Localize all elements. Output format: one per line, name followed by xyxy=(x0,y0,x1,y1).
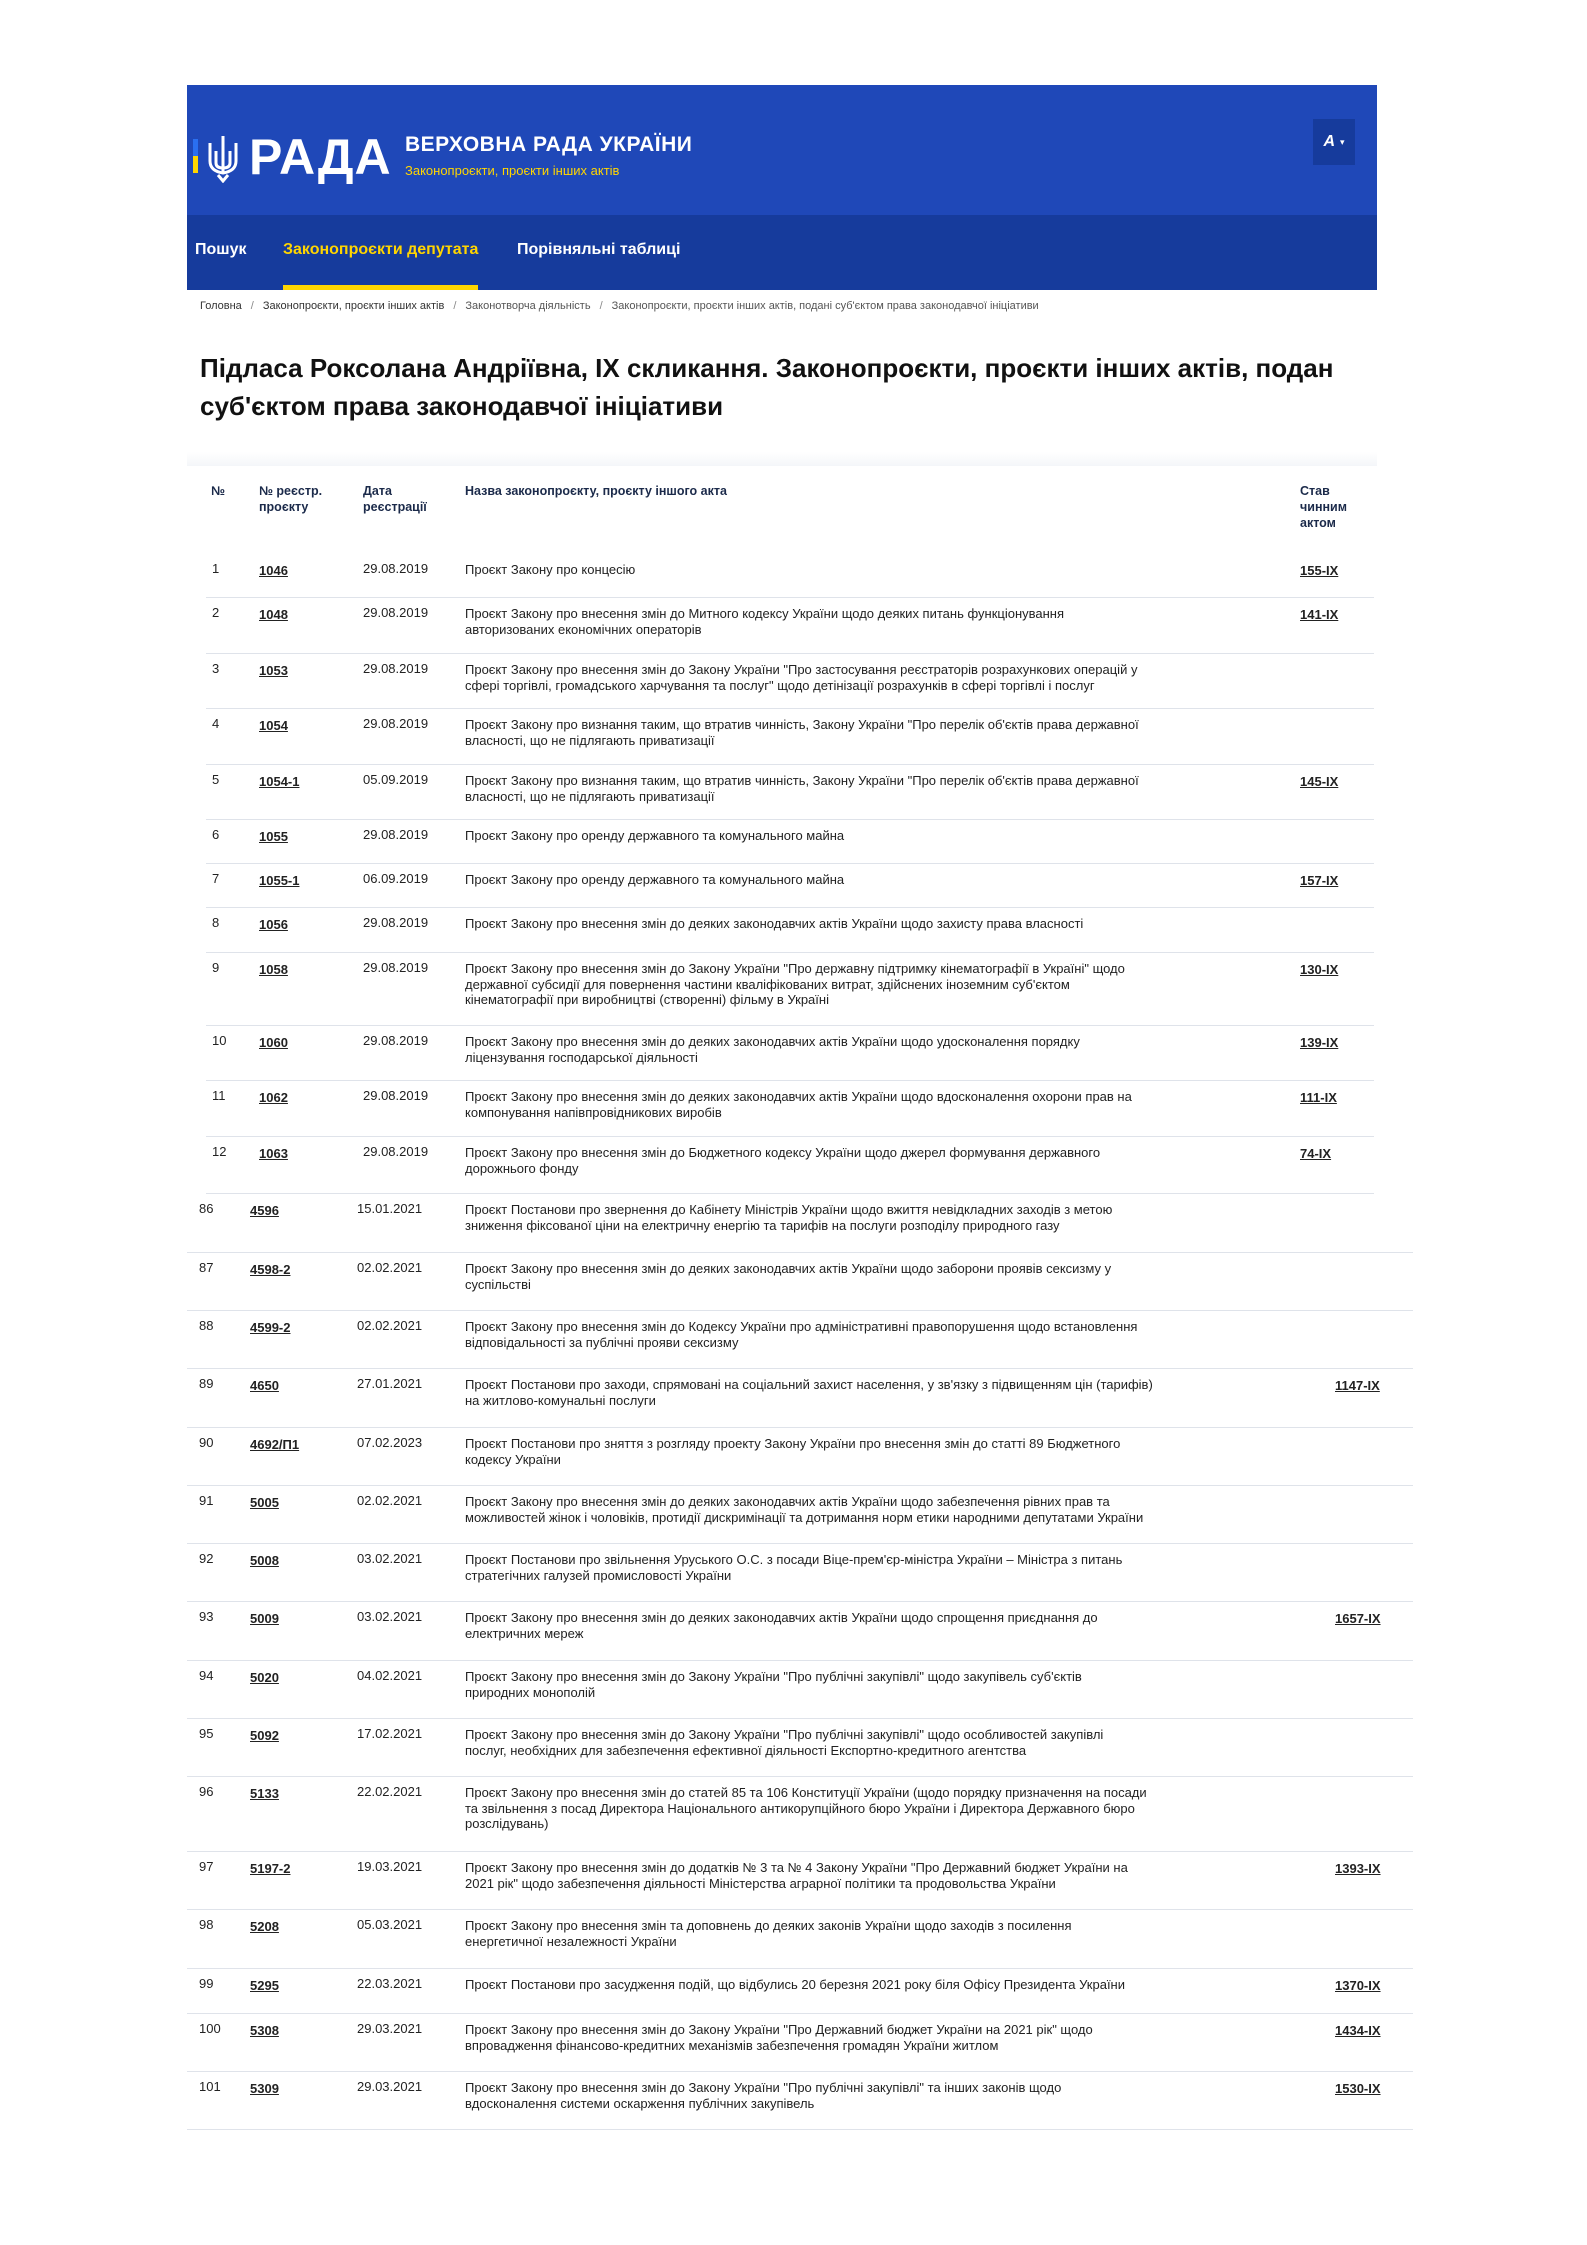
bill-title-line: сфері торгівлі, громадського харчування та послуг" щодо детінізації розрахунків в сфері торгівлі і послуг xyxy=(465,677,1095,693)
act-number-link[interactable]: 130-IX xyxy=(1300,962,1339,977)
reg-number-link[interactable]: 4598-2 xyxy=(250,1262,291,1277)
reg-number-link[interactable]: 1054 xyxy=(259,718,288,733)
bill-title xyxy=(465,562,1285,578)
table-row xyxy=(187,2071,1413,2130)
reg-number-link[interactable]: 1060 xyxy=(259,1035,288,1050)
bill-title-line: Проєкт Закону про внесення змін до додатків № 3 та № 4 Закону України "Про Державний бюджет України на xyxy=(465,1860,1128,1875)
row-number: 87 xyxy=(199,1260,214,1275)
bill-title xyxy=(465,1610,1315,1641)
table-row xyxy=(187,1660,1413,1719)
bill-title xyxy=(465,1669,1315,1700)
bill-title-line: відповідальності за публічні прояви сексизму xyxy=(465,1334,739,1350)
col-header-name: Назва законопроєкту, проєкту іншого акта xyxy=(465,484,727,498)
reg-date: 27.01.2021 xyxy=(357,1376,423,1391)
breadcrumb-bills[interactable]: Законопроєкти, проєкти інших актів xyxy=(262,300,445,312)
reg-date: 29.03.2021 xyxy=(357,2079,423,2094)
reg-number-link[interactable]: 5197-2 xyxy=(250,1861,291,1876)
bill-title xyxy=(465,1034,1285,1065)
row-number: 9 xyxy=(212,960,220,975)
reg-date: 29.08.2019 xyxy=(363,827,429,842)
reg-number-link[interactable]: 1062 xyxy=(259,1090,288,1105)
bill-title xyxy=(465,1089,1285,1120)
table-row xyxy=(187,2013,1413,2072)
reg-date: 19.03.2021 xyxy=(357,1859,423,1874)
bill-title-line: Проєкт Постанови про звернення до Кабінету Міністрів України щодо вжиття невідкладних заходів з метою xyxy=(465,1202,1113,1217)
row-number: 92 xyxy=(199,1551,214,1566)
reg-date: 02.02.2021 xyxy=(357,1260,423,1275)
bill-title xyxy=(465,1319,1315,1350)
bill-title xyxy=(465,1785,1315,1832)
site-title[interactable]: ВЕРХОВНА РАДА УКРАЇНИ xyxy=(405,133,693,156)
table-row xyxy=(187,1193,1413,1253)
col-header-date: Дата реєстрації xyxy=(363,484,427,514)
reg-number-link[interactable]: 1055-1 xyxy=(259,873,300,888)
bill-title-line: зниження фіксованої ціни на електричну енергію та тарифів на послуги розподілу природного газу xyxy=(465,1217,1060,1233)
reg-date: 05.09.2019 xyxy=(363,772,429,787)
row-number: 94 xyxy=(199,1668,214,1683)
table-header-shadow xyxy=(187,452,1377,466)
table-row xyxy=(187,1485,1413,1544)
reg-number-link[interactable]: 5308 xyxy=(250,2023,279,2038)
bill-title-line: Проєкт Закону про визнання таким, що втратив чинність, Закону України "Про перелік об'єктів права державної xyxy=(465,717,1139,732)
reg-number-link[interactable]: 1063 xyxy=(259,1146,288,1161)
reg-date: 15.01.2021 xyxy=(357,1201,423,1216)
row-number: 10 xyxy=(212,1033,227,1048)
table-row xyxy=(187,1909,1413,1969)
bill-title-line: Проєкт Закону про внесення змін до статей 85 та 106 Конституції України (щодо порядку призначення на посади xyxy=(465,1785,1147,1800)
bill-title xyxy=(465,1860,1315,1891)
bill-title-line: компонування напівпровідникових виробів xyxy=(465,1104,722,1120)
act-number-link[interactable]: 155-IX xyxy=(1300,563,1339,578)
row-number: 88 xyxy=(199,1318,214,1333)
row-number: 5 xyxy=(212,772,220,787)
bill-title xyxy=(465,1918,1315,1949)
reg-number-link[interactable]: 4692/П1 xyxy=(250,1437,300,1452)
bill-title-line: кодексу України xyxy=(465,1451,561,1467)
breadcrumb-lawmaking[interactable]: Законотворча діяльність xyxy=(465,300,591,312)
bill-title-line: Проєкт Закону про внесення змін до Закону України "Про державну підтримку кінематографії в Україні" щодо xyxy=(465,961,1125,976)
reg-number-link[interactable]: 1046 xyxy=(259,563,288,578)
reg-date: 22.03.2021 xyxy=(357,1976,423,1991)
bill-title-line: електричних мереж xyxy=(465,1625,584,1641)
bill-title xyxy=(465,1145,1285,1176)
nav-item-comparison-tables[interactable]: Порівняльні таблиці xyxy=(517,241,681,258)
act-number-link[interactable]: 1657-IX xyxy=(1335,1611,1381,1626)
act-number-link[interactable]: 1530-IX xyxy=(1335,2081,1381,2096)
reg-date: 03.02.2021 xyxy=(357,1609,423,1624)
bill-title-line: впровадження фінансово-кредитних механізмів забезпечення громадян України житлом xyxy=(465,2037,999,2053)
bill-title-line: Проєкт Закону про внесення змін до деяких законодавчих актів України щодо захисту права власності xyxy=(465,916,1084,931)
bill-title-line: вдосконалення системи оскарження публічних закупівель xyxy=(465,2095,815,2111)
nav-item-search[interactable]: Пошук xyxy=(195,241,247,258)
table-row xyxy=(206,1080,1374,1137)
reg-date: 29.08.2019 xyxy=(363,716,429,731)
table-row xyxy=(187,1427,1413,1486)
bill-title xyxy=(465,662,1285,693)
act-number-link[interactable]: 74-IX xyxy=(1300,1146,1332,1161)
bill-title xyxy=(465,606,1285,637)
bill-title-line: Проєкт Закону про оренду державного та комунального майна xyxy=(465,828,845,843)
bill-title xyxy=(465,1977,1315,1993)
bill-title-line: Проєкт Закону про внесення змін до Закону України "Про Державний бюджет України на 2021 рік" щодо xyxy=(465,2022,1093,2037)
reg-number-link[interactable]: 5092 xyxy=(250,1728,279,1743)
table-row xyxy=(206,553,1374,598)
bill-title-line: Проєкт Закону про внесення змін до Закону України "Про застосування реєстраторів розрахункових операцій у xyxy=(465,662,1138,677)
bill-title-line: Проєкт Закону про внесення змін до деяких законодавчих актів України щодо удосконалення порядку xyxy=(465,1034,1080,1049)
bill-title-line: Проєкт Закону про оренду державного та комунального майна xyxy=(465,872,845,887)
bill-title-line: Проєкт Постанови про засудження подій, що відбулись 20 березня 2021 року біля Офісу Президента України xyxy=(465,1977,1125,1992)
bill-title-line: енергетичної незалежності України xyxy=(465,1933,677,1949)
bill-title xyxy=(465,717,1285,748)
bill-title xyxy=(465,1202,1315,1233)
bill-title-line: природних монополій xyxy=(465,1684,596,1700)
row-number: 97 xyxy=(199,1859,214,1874)
row-number: 12 xyxy=(212,1144,227,1159)
reg-date: 29.08.2019 xyxy=(363,915,429,930)
row-number: 6 xyxy=(212,827,220,842)
reg-date: 29.08.2019 xyxy=(363,1144,429,1159)
table-row xyxy=(206,653,1374,709)
bill-title-line: послуг, необхідних для забезпечення ефективної діяльності Експортно-кредитного агентства xyxy=(465,1742,1027,1758)
row-number: 1 xyxy=(212,561,220,576)
bill-title xyxy=(465,828,1285,844)
breadcrumb: Головна / Законопроєкти, проєкти інших актів / Законотворча діяльність / Законопроєкти, проєкти інших актів, подані суб'єктом права законодавчої ініціативи xyxy=(200,300,1039,312)
table-row xyxy=(187,1543,1413,1602)
reg-date: 02.02.2021 xyxy=(357,1318,423,1333)
bill-title xyxy=(465,1727,1315,1758)
bill-title-line: Проєкт Закону про внесення змін та доповнень до деяких законів України щодо заходів з посилення xyxy=(465,1918,1072,1933)
table-row xyxy=(187,1252,1413,1311)
table-row xyxy=(187,1718,1413,1777)
row-number: 89 xyxy=(199,1376,214,1391)
row-number: 2 xyxy=(212,605,220,620)
breadcrumb-home[interactable]: Головна xyxy=(200,300,242,312)
row-number: 3 xyxy=(212,661,220,676)
reg-number-link[interactable]: 1053 xyxy=(259,663,288,678)
table-row xyxy=(206,1136,1374,1194)
bill-title-line: Проєкт Закону про внесення змін до Закону України "Про публічні закупівлі" та інших законів щодо xyxy=(465,2080,1062,2095)
page-title xyxy=(200,349,1377,425)
bill-title-line: та звільнення з посад Директора Національного антикорупційного бюро України і Директора Державного бюро xyxy=(465,1800,1135,1816)
bill-title-line: Проєкт Закону про внесення змін до Бюджетного кодексу України щодо джерел формування державного xyxy=(465,1145,1101,1160)
row-number: 11 xyxy=(212,1088,226,1103)
bill-title-line: Проєкт Закону про внесення змін до деяких законодавчих актів України щодо забезпечення рівних прав та xyxy=(465,1494,1110,1509)
row-number: 100 xyxy=(199,2021,221,2036)
bill-title-line: стратегічних галузей промисловості України xyxy=(465,1567,732,1583)
reg-date: 06.09.2019 xyxy=(363,871,429,886)
reg-number-link[interactable]: 5020 xyxy=(250,1670,279,1685)
page-title-line2: суб'єктом права законодавчої ініціативи xyxy=(200,391,724,421)
reg-date: 05.03.2021 xyxy=(357,1917,423,1932)
act-number-link[interactable]: 157-IX xyxy=(1300,873,1339,888)
row-number: 4 xyxy=(212,716,220,731)
table-row xyxy=(206,952,1374,1026)
bill-title xyxy=(465,2022,1315,2053)
bill-title-line: Проєкт Закону про внесення змін до Закону України "Про публічні закупівлі" щодо особливостей закупівлі xyxy=(465,1727,1104,1742)
bill-title xyxy=(465,872,1285,888)
bill-title-line: розслідувань) xyxy=(465,1816,549,1831)
bill-title xyxy=(465,1552,1315,1583)
bill-title-line: можливостей жінок і чоловіків, протидії дискримінації та дотримання норм етики народними депутатами України xyxy=(465,1509,1144,1525)
bill-title-line: 2021 рік" щодо забезпечення діяльності Міністерства аграрної політики та продовольства України xyxy=(465,1875,1056,1891)
bill-title-line: власності, що не підлягають приватизації xyxy=(465,732,715,748)
reg-number-link[interactable]: 5208 xyxy=(250,1919,279,1934)
bill-title xyxy=(465,916,1285,932)
table-row xyxy=(206,597,1374,654)
bill-title-line: Проєкт Закону про визнання таким, що втратив чинність, Закону України "Про перелік об'єктів права державної xyxy=(465,773,1139,788)
reg-date: 29.08.2019 xyxy=(363,605,429,620)
bill-title xyxy=(465,961,1285,1008)
bill-title-line: Проєкт Постанови про зняття з розгляду проекту Закону України про внесення змін до статті 89 Бюджетного xyxy=(465,1436,1121,1451)
header-top xyxy=(187,85,1377,215)
table-row xyxy=(206,863,1374,908)
reg-number-link[interactable]: 4599-2 xyxy=(250,1320,291,1335)
bill-title-line: державної субсидії для повернення частини кваліфікованих витрат, здійснених іноземним суб'єктом xyxy=(465,976,1070,992)
bill-title xyxy=(465,773,1285,804)
bill-title xyxy=(465,1377,1315,1408)
reg-date: 29.08.2019 xyxy=(363,1033,429,1048)
reg-date: 22.02.2021 xyxy=(357,1784,423,1799)
reg-date: 02.02.2021 xyxy=(357,1493,423,1508)
reg-date: 29.08.2019 xyxy=(363,1088,429,1103)
table-row xyxy=(206,764,1374,820)
reg-date: 03.02.2021 xyxy=(357,1551,423,1566)
bill-title-line: авторизованих економічних операторів xyxy=(465,621,702,637)
row-number: 96 xyxy=(199,1784,214,1799)
reg-number-link[interactable]: 4650 xyxy=(250,1378,279,1393)
reg-number-link[interactable]: 5009 xyxy=(250,1611,279,1626)
table-row xyxy=(187,1368,1413,1428)
reg-date: 29.03.2021 xyxy=(357,2021,423,2036)
site-header xyxy=(187,85,1377,290)
bill-title xyxy=(465,1261,1315,1292)
reg-number-link[interactable]: 5133 xyxy=(250,1786,279,1801)
act-number-link[interactable]: 1434-IX xyxy=(1335,2023,1381,2038)
chevron-down-icon: ▾ xyxy=(1340,136,1345,147)
reg-date: 07.02.2023 xyxy=(357,1435,423,1450)
table-row xyxy=(206,907,1374,953)
act-number-link[interactable]: 1147-IX xyxy=(1335,1378,1380,1393)
table-row xyxy=(187,1776,1413,1852)
language-label: A xyxy=(1323,133,1336,150)
bill-title-line: Проєкт Закону про внесення змін до деяких законодавчих актів України щодо спрощення приєднання до xyxy=(465,1610,1098,1625)
flag-bar xyxy=(193,139,198,173)
bill-title-line: дорожнього фонду xyxy=(465,1160,579,1176)
act-number-link[interactable]: 111-IX xyxy=(1300,1090,1337,1105)
bill-title-line: ліцензування господарської діяльності xyxy=(465,1049,698,1065)
col-header-act: Став чинним актом xyxy=(1300,484,1347,530)
bill-title-line: Проєкт Закону про внесення змін до Митного кодексу України щодо деяких питань функціонування xyxy=(465,606,1065,621)
act-number-link[interactable]: 139-IX xyxy=(1300,1035,1339,1050)
breadcrumb-current: Законопроєкти, проєкти інших актів, подані суб'єктом права законодавчої ініціативи xyxy=(611,300,1039,312)
reg-date: 29.08.2019 xyxy=(363,661,429,676)
site-logo[interactable]: РАДА xyxy=(249,129,392,185)
reg-number-link[interactable]: 1058 xyxy=(259,962,288,977)
reg-number-link[interactable]: 4596 xyxy=(250,1203,279,1218)
act-number-link[interactable]: 145-IX xyxy=(1300,774,1339,789)
table-row xyxy=(187,1601,1413,1661)
bill-title xyxy=(465,1494,1315,1525)
trident-icon xyxy=(205,133,241,183)
bill-title-line: кінематографії при виробництві (створенні) фільму в Україні xyxy=(465,992,829,1007)
table-row xyxy=(187,1310,1413,1369)
row-number: 7 xyxy=(212,871,220,886)
reg-number-link[interactable]: 5005 xyxy=(250,1495,279,1510)
act-number-link[interactable]: 141-IX xyxy=(1300,607,1339,622)
col-header-reg: № реєстр. проєкту xyxy=(259,484,323,514)
row-number: 98 xyxy=(199,1917,214,1932)
reg-number-link[interactable]: 1056 xyxy=(259,917,288,932)
bill-title-line: Проєкт Закону про внесення змін до Кодексу України про адміністративні правопорушення щодо встановлення xyxy=(465,1319,1138,1334)
row-number: 8 xyxy=(212,915,220,930)
table-row xyxy=(206,708,1374,765)
act-number-link[interactable]: 1370-IX xyxy=(1335,1978,1381,1993)
reg-number-link[interactable]: 1048 xyxy=(259,607,288,622)
bill-title-line: на житлово-комунальні послуги xyxy=(465,1392,656,1408)
bill-title xyxy=(465,1436,1315,1467)
main-nav xyxy=(187,215,1377,290)
bill-title-line: Проєкт Закону про внесення змін до Закону України "Про публічні закупівлі" щодо закупівель суб'єктів xyxy=(465,1669,1082,1684)
bill-title-line: суспільстві xyxy=(465,1276,531,1292)
bill-title-line: Проєкт Закону про внесення змін до деяких законодавчих актів України щодо заборони проявів сексизму у xyxy=(465,1261,1112,1276)
act-number-link[interactable]: 1393-IX xyxy=(1335,1861,1381,1876)
reg-date: 29.08.2019 xyxy=(363,561,429,576)
row-number: 91 xyxy=(199,1493,214,1508)
language-switcher[interactable] xyxy=(1313,119,1355,165)
row-number: 86 xyxy=(199,1201,214,1216)
bill-title xyxy=(465,2080,1315,2111)
table-row xyxy=(187,1968,1413,2014)
bill-title-line: Проєкт Постанови про звільнення Уруського О.С. з посади Віце-прем'єр-міністра України – Міністра з питань xyxy=(465,1552,1123,1567)
row-number: 99 xyxy=(199,1976,214,1991)
col-header-num: № xyxy=(211,484,225,498)
reg-date: 17.02.2021 xyxy=(357,1726,423,1741)
table-header xyxy=(187,465,1377,553)
row-number: 101 xyxy=(199,2079,221,2094)
reg-number-link[interactable]: 5295 xyxy=(250,1978,279,1993)
table-row xyxy=(187,1851,1413,1910)
row-number: 90 xyxy=(199,1435,214,1450)
bill-title-line: Проєкт Закону про концесію xyxy=(465,562,636,577)
table-row xyxy=(206,819,1374,864)
nav-item-deputy-bills[interactable]: Законопроєкти депутата xyxy=(283,215,478,290)
bill-title-line: Проєкт Закону про внесення змін до деяких законодавчих актів України щодо вдосконалення охорони прав на xyxy=(465,1089,1132,1104)
reg-number-link[interactable]: 5309 xyxy=(250,2081,279,2096)
row-number: 93 xyxy=(199,1609,214,1624)
reg-date: 04.02.2021 xyxy=(357,1668,423,1683)
reg-number-link[interactable]: 5008 xyxy=(250,1553,279,1568)
table-row xyxy=(206,1025,1374,1081)
page-title-line1: Підласа Роксолана Андріївна, IX скликання. Законопроєкти, проєкти інших актів, подан xyxy=(200,353,1334,383)
row-number: 95 xyxy=(199,1726,214,1741)
site-subtitle: Законопроєкти, проєкти інших актів xyxy=(405,163,620,178)
bill-title-line: Проєкт Постанови про заходи, спрямовані на соціальний захист населення, у зв'язку з підвищенням цін (тарифів) xyxy=(465,1377,1153,1392)
bill-title-line: власності, що не підлягають приватизації xyxy=(465,788,715,804)
reg-date: 29.08.2019 xyxy=(363,960,429,975)
reg-number-link[interactable]: 1054-1 xyxy=(259,774,300,789)
reg-number-link[interactable]: 1055 xyxy=(259,829,288,844)
